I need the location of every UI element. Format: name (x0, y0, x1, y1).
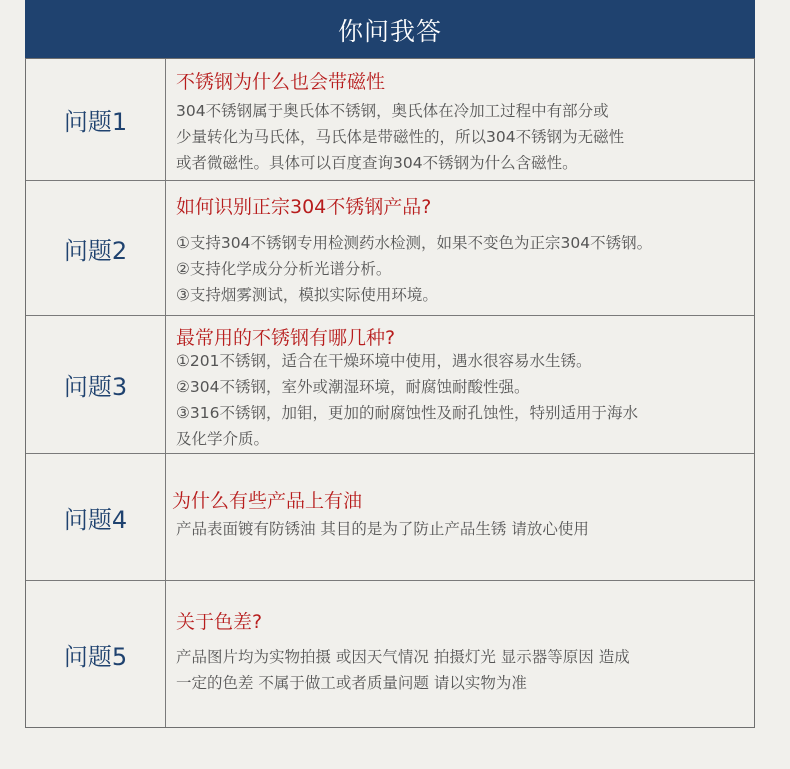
answer-line: 一定的色差 不属于做工或者质量问题 请以实物为准 (176, 674, 527, 692)
question-content (176, 581, 746, 727)
question-label: 问题3 (26, 316, 166, 453)
answer-text (176, 348, 746, 452)
qa-row-2 (26, 181, 754, 316)
question-content (172, 454, 746, 580)
answer-line: ②304不锈钢，室外或潮湿环境，耐腐蚀耐酸性强。 (176, 378, 530, 396)
answer-text (176, 230, 746, 308)
header-bar (25, 0, 755, 60)
qa-row-5 (26, 581, 754, 727)
answer-line: 304不锈钢属于奥氏体不锈钢，奥氏体在冷加工过程中有部分或 (176, 102, 609, 120)
question-label: 问题2 (26, 181, 166, 315)
question-title: 关于色差? (176, 611, 263, 633)
answer-line: ①支持304不锈钢专用检测药水检测，如果不变色为正宗304不锈钢。 (176, 234, 653, 252)
question-content (176, 59, 746, 180)
answer-line: ①201不锈钢，适合在干燥环境中使用，遇水很容易水生锈。 (176, 352, 592, 370)
question-title: 最常用的不锈钢有哪几种? (176, 327, 396, 349)
answer-line: 及化学介质。 (176, 430, 270, 448)
answer-line: ③支持烟雾测试，模拟实际使用环境。 (176, 286, 438, 304)
question-label: 问题1 (26, 59, 166, 180)
page-title: 你问我答 (337, 17, 442, 46)
question-content (176, 181, 746, 315)
answer-line: 少量转化为马氏体，马氏体是带磁性的，所以304不锈钢为无磁性 (176, 128, 625, 146)
question-label: 问题4 (26, 454, 166, 580)
qa-table (25, 58, 755, 728)
qa-row-3 (26, 316, 754, 454)
answer-line: ②支持化学成分分析光谱分析。 (176, 260, 392, 278)
answer-line: 产品图片均为实物拍摄 或因天气情况 拍摄灯光 显示器等原因 造成 (176, 648, 630, 666)
qa-row-4 (26, 454, 754, 581)
question-title: 如何识别正宗304不锈钢产品? (176, 196, 432, 218)
answer-line: ③316不锈钢，加钼，更加的耐腐蚀性及耐孔蚀性，特别适用于海水 (176, 404, 638, 422)
answer-text (176, 516, 746, 542)
question-content (176, 316, 746, 453)
answer-line: 或者微磁性。具体可以百度查询304不锈钢为什么含磁性。 (176, 154, 578, 172)
answer-line: 产品表面镀有防锈油 其目的是为了防止产品生锈 请放心使用 (176, 520, 589, 538)
question-label: 问题5 (26, 581, 166, 727)
question-title: 为什么有些产品上有油 (172, 490, 363, 512)
qa-row-1 (26, 59, 754, 181)
answer-text (176, 644, 746, 696)
question-title: 不锈钢为什么也会带磁性 (176, 71, 386, 93)
answer-text (176, 98, 746, 176)
